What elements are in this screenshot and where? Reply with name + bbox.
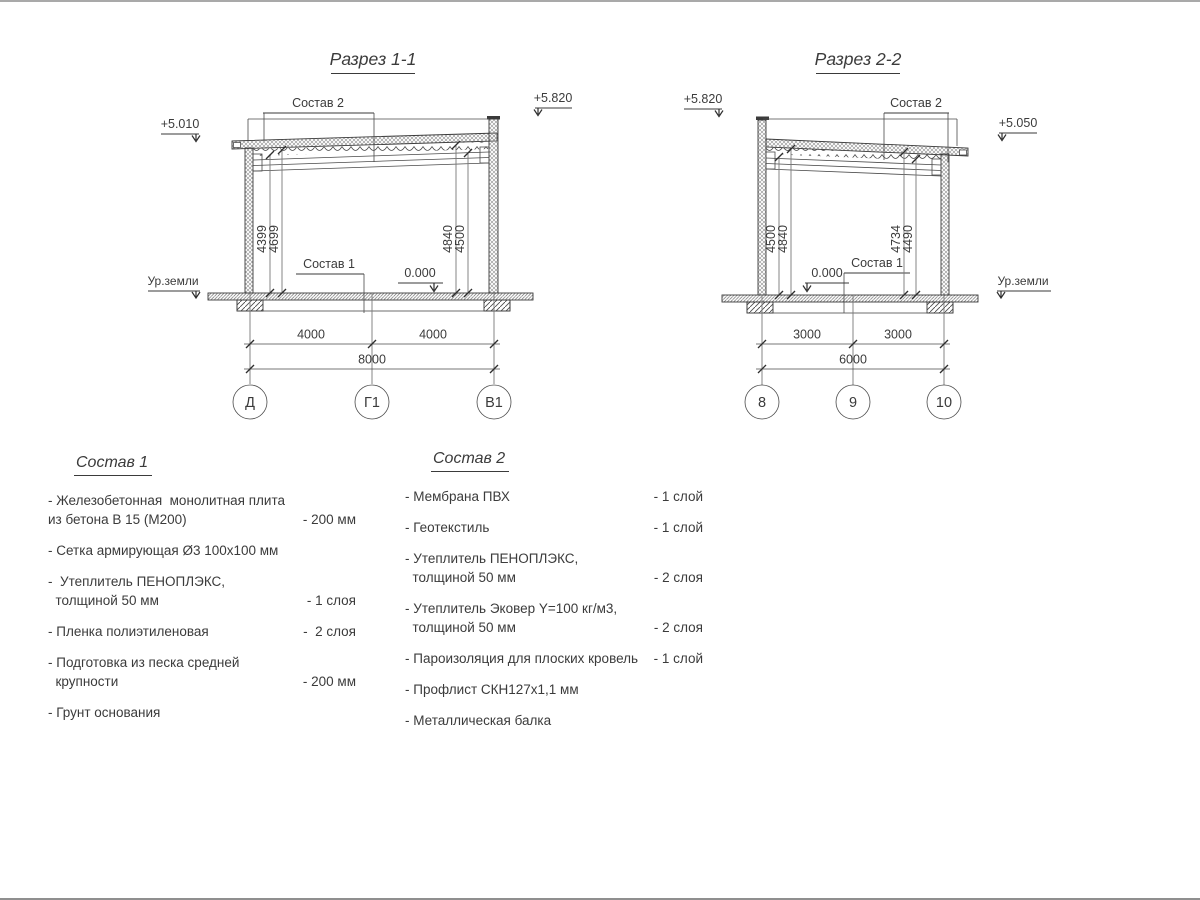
item-text: - Мембрана ПВХ xyxy=(405,489,510,504)
beam-line xyxy=(766,164,941,171)
legend-title: Состав 2 xyxy=(431,450,509,472)
item-value: - 200 мм xyxy=(302,512,356,527)
legend-item xyxy=(405,599,703,637)
axis-bubble-label: 8 xyxy=(757,395,767,411)
legend-item xyxy=(405,518,703,537)
vertical-dim-label: 4500 xyxy=(764,225,778,253)
corbel xyxy=(480,147,489,163)
ground-level-label: Ур.земли xyxy=(997,274,1049,288)
legend-item xyxy=(405,549,703,587)
dim-ticks xyxy=(775,145,920,299)
parapet-cap xyxy=(756,117,769,121)
zero-level-label: 0.000 xyxy=(404,266,436,280)
roof-edge-notch xyxy=(234,143,241,148)
item-text: - Профлист СКН127х1,1 мм xyxy=(405,682,579,697)
item-value: - 1 слой xyxy=(653,489,703,504)
legend-item xyxy=(48,541,356,560)
axis-bubble-label: 10 xyxy=(935,395,953,411)
item-text: из бетона В 15 (М200) xyxy=(48,512,187,527)
item-text: - Железобетонная монолитная плита xyxy=(48,493,286,508)
axis-bubble-label: 9 xyxy=(848,395,858,411)
item-value: - 2 слоя xyxy=(303,624,356,639)
corbel xyxy=(932,159,941,175)
elevation-label: +5.820 xyxy=(533,91,573,105)
vertical-dim-label: 4490 xyxy=(901,225,915,253)
axis-bubble-label: Г1 xyxy=(364,395,380,411)
dim-label: 6000 xyxy=(839,352,867,367)
composition-ref-label: Состав 2 xyxy=(890,96,942,110)
footing xyxy=(927,302,953,313)
vertical-dim-label: 4500 xyxy=(453,225,467,253)
legend-item xyxy=(48,653,356,691)
vertical-dim-label: 4734 xyxy=(889,225,903,253)
item-text: - Подготовка из песка средней xyxy=(48,655,240,670)
legend-sostav-2 xyxy=(405,450,703,742)
dim-label: 4000 xyxy=(419,327,447,342)
section-title: Разрез 1-1 xyxy=(329,49,417,69)
beam-line xyxy=(766,169,941,176)
dim-label: 3000 xyxy=(793,327,821,342)
ground-level-label: Ур.земли xyxy=(147,274,199,288)
item-value: - 1 слой xyxy=(653,520,703,535)
sand-bed xyxy=(747,302,953,313)
item-text: - Утеплитель ПЕНОПЛЭКС, xyxy=(48,574,226,589)
composition-ref-label: Состав 2 xyxy=(292,96,344,110)
footing xyxy=(484,300,510,311)
item-text: толщиной 50 мм xyxy=(405,620,516,635)
elevation-label: +5.820 xyxy=(683,92,723,106)
item-text: толщиной 50 мм xyxy=(48,593,159,608)
sections-drawing xyxy=(0,2,1200,447)
item-text: - Утеплитель Эковер Y=100 кг/м3, xyxy=(405,601,618,616)
item-text: - Утеплитель ПЕНОПЛЭКС, xyxy=(405,551,579,566)
footing xyxy=(747,302,773,313)
item-text: - Пленка полиэтиленовая xyxy=(48,624,209,639)
vertical-dim-label: 4399 xyxy=(255,225,269,253)
corbel xyxy=(253,154,262,171)
legend-title: Состав 1 xyxy=(74,454,152,476)
composition-ref-label: Состав 1 xyxy=(851,256,903,270)
right-wall xyxy=(941,154,949,295)
item-value: - 1 слой xyxy=(653,651,703,666)
legend-item xyxy=(48,572,356,610)
left-wall-parapet xyxy=(758,120,766,295)
elevation-label: +5.010 xyxy=(160,117,200,131)
zero-level-label: 0.000 xyxy=(811,266,843,280)
vertical-dim-label: 4699 xyxy=(267,225,281,253)
legend-item xyxy=(48,703,356,722)
item-value: - 200 мм xyxy=(302,674,356,689)
vertical-dim-label: 4840 xyxy=(776,225,790,253)
dim-label: 8000 xyxy=(358,352,386,367)
dim-label: 3000 xyxy=(884,327,912,342)
item-text: - Сетка армирующая Ø3 100х100 мм xyxy=(48,543,279,558)
left-wall xyxy=(245,148,253,293)
item-text: толщиной 50 мм xyxy=(405,570,516,585)
legend-sostav-1 xyxy=(48,454,356,734)
section-1-1 xyxy=(147,49,572,419)
legend-item xyxy=(48,622,356,641)
composition-ref-label: Состав 1 xyxy=(303,257,355,271)
item-value: - 2 слоя xyxy=(653,570,703,585)
legend-item xyxy=(405,711,703,730)
item-text: - Пароизоляция для плоских кровель xyxy=(405,651,639,666)
roof-edge-notch xyxy=(960,150,967,155)
legend-item xyxy=(405,649,703,668)
elevation-label: +5.050 xyxy=(998,116,1038,130)
section-2-2 xyxy=(684,49,1051,419)
item-text: крупности xyxy=(48,674,119,689)
floor-slab xyxy=(208,293,533,300)
legend-item xyxy=(48,491,356,529)
section-title: Разрез 2-2 xyxy=(814,49,902,69)
item-value: - 1 слоя xyxy=(306,593,356,608)
dim-label: 4000 xyxy=(297,327,325,342)
legend-item xyxy=(405,680,703,699)
sand-bed xyxy=(237,300,510,311)
item-value: - 2 слоя xyxy=(653,620,703,635)
corbel xyxy=(766,152,775,169)
legend-item xyxy=(405,487,703,506)
axis-bubble-label: В1 xyxy=(485,395,503,411)
right-wall-parapet xyxy=(489,119,498,293)
vertical-dim-label: 4840 xyxy=(441,225,455,253)
item-text: - Металлическая балка xyxy=(405,713,552,728)
floor-slab xyxy=(722,295,978,302)
item-text: - Геотекстиль xyxy=(405,520,490,535)
axis-bubble-label: Д xyxy=(245,395,255,411)
item-text: - Грунт основания xyxy=(48,705,161,720)
